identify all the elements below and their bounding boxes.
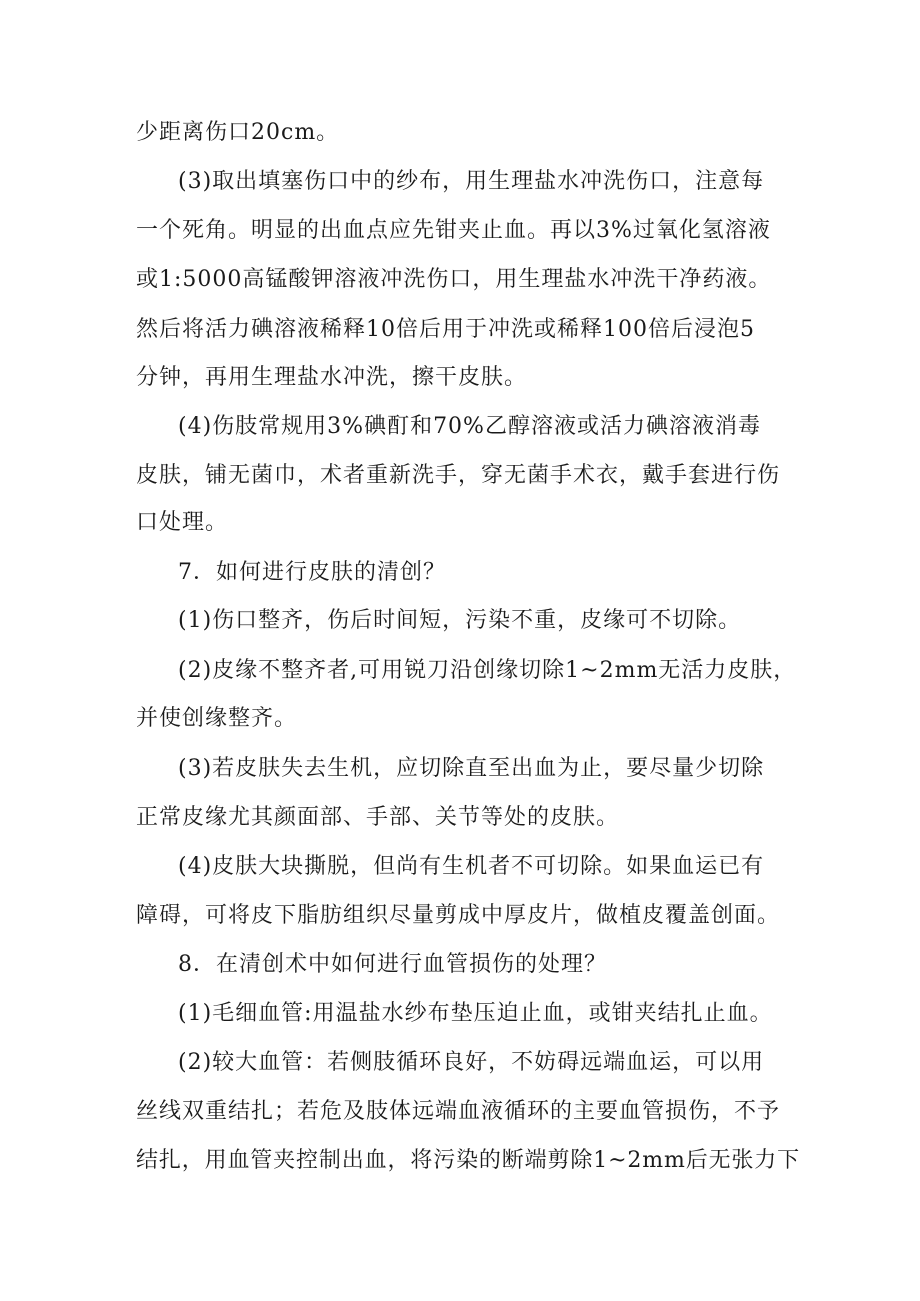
text-line: 少距离伤口20cm。 bbox=[136, 120, 340, 145]
paragraph-4-line-1: (4)伤肢常规用3%碘酊和70%乙醇溶液或活力碘溶液消毒 bbox=[178, 414, 761, 439]
vessel-item-2-line-1: (2)较大血管：若侧肢循环良好，不妨碍远端血运，可以用 bbox=[178, 1050, 765, 1075]
text-line: 分钟，再用生理盐水冲洗，擦干皮肤。 bbox=[136, 365, 528, 390]
question-8-heading: 8．在清创术中如何进行血管损伤的处理？ bbox=[178, 952, 607, 977]
text-line: 正常皮缘尤其颜面部、手部、关节等处的皮肤。 bbox=[136, 805, 620, 830]
text-line: 丝线双重结扎；若危及肢体远端血液循环的主要血管损伤，不予 bbox=[136, 1099, 781, 1124]
text-line: 或1:5000高锰酸钾溶液冲洗伤口，用生理盐水冲洗干净药液。 bbox=[136, 267, 772, 292]
text-line: 一个死角。明显的出血点应先钳夹止血。再以3%过氧化氢溶液 bbox=[136, 218, 771, 243]
skin-item-1: (1)伤口整齐，伤后时间短，污染不重，皮缘可不切除。 bbox=[178, 608, 742, 633]
paragraph-3-line-1: (3)取出填塞伤口中的纱布，用生理盐水冲洗伤口，注意每 bbox=[178, 169, 765, 194]
skin-item-3-line-1: (3)若皮肤失去生机，应切除直至出血为止，要尽量少切除 bbox=[178, 756, 765, 781]
text-line: 口处理。 bbox=[136, 510, 229, 535]
text-line: 结扎，用血管夹控制出血，将污染的断端剪除1~2mm后无张力下 bbox=[136, 1148, 801, 1173]
text-line: 障碍，可将皮下脂肪组织尽量剪成中厚皮片，做植皮覆盖创面。 bbox=[136, 903, 781, 928]
skin-item-2-line-1: (2)皮缘不整齐者,可用锐刀沿创缘切除1~2mm无活力皮肤， bbox=[178, 658, 797, 683]
text-line: 然后将活力碘溶液稀释10倍后用于冲洗或稀释100倍后浸泡5 bbox=[136, 317, 755, 342]
skin-item-4-line-1: (4)皮肤大块撕脱，但尚有生机者不可切除。如果血运已有 bbox=[178, 854, 765, 879]
question-7-heading: 7．如何进行皮肤的清创？ bbox=[178, 560, 446, 585]
vessel-item-1: (1)毛细血管:用温盐水纱布垫压迫止血，或钳夹结扎止血。 bbox=[178, 1001, 773, 1026]
text-line: 并使创缘整齐。 bbox=[136, 706, 298, 731]
text-line: 皮肤，铺无菌巾，术者重新洗手，穿无菌手术衣，戴手套进行伤 bbox=[136, 463, 781, 488]
